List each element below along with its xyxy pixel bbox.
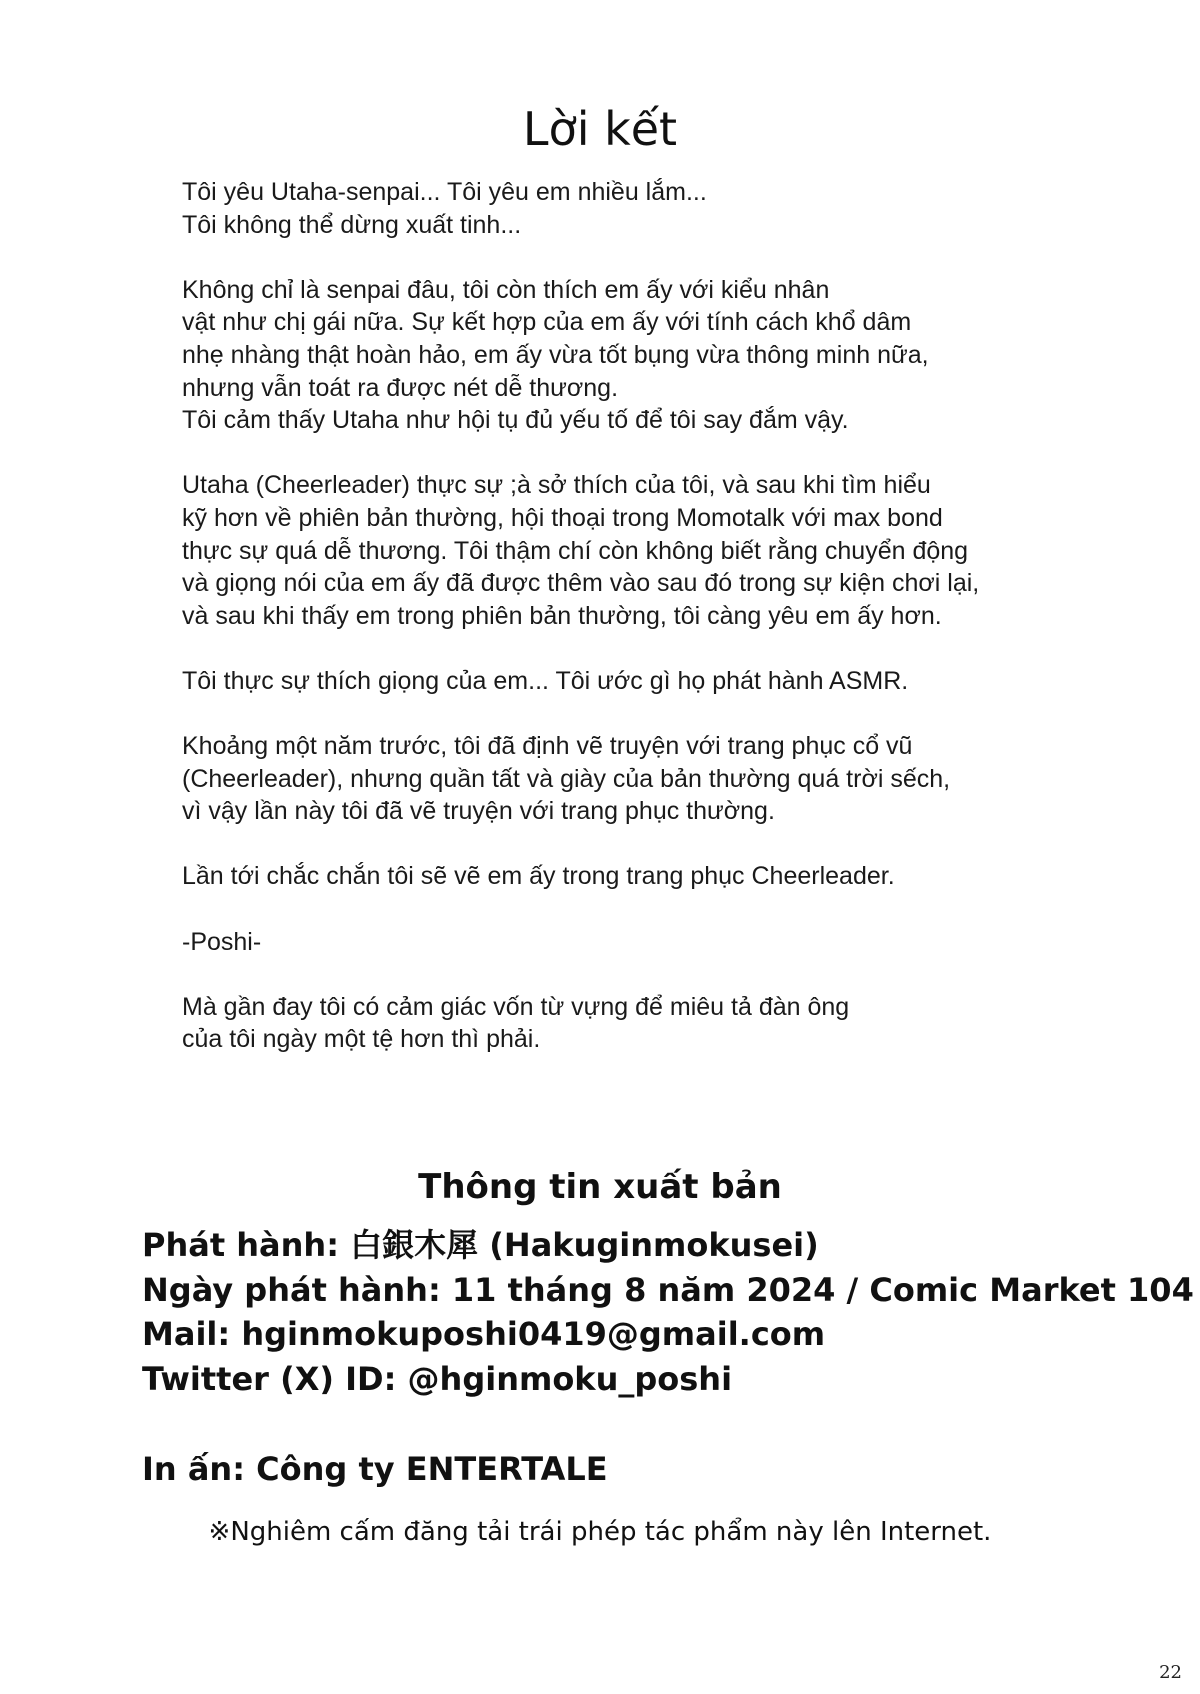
mail-line: Mail: hginmokuposhi0419@gmail.com xyxy=(142,1315,826,1353)
publisher-line: Phát hành: 白銀木犀 (Hakuginmokusei) xyxy=(142,1226,819,1264)
paragraph-gap xyxy=(182,241,1102,274)
afterword-line: Utaha (Cheerleader) thực sự ;à sở thích của tôi, và sau khi tìm hiểu xyxy=(182,471,931,500)
afterword-line: Lần tới chắc chắn tôi sẽ vẽ em ấy trong trang phục Cheerleader. xyxy=(182,862,895,891)
afterword-line: vật như chị gái nữa. Sự kết hợp của em ấy với tính cách khổ dâm xyxy=(182,308,912,337)
publication-info xyxy=(142,1223,1194,1401)
afterword-line: kỹ hơn về phiên bản thường, hội thoại trong Momotalk với max bond xyxy=(182,503,943,532)
afterword-line: thực sự quá dễ thương. Tôi thậm chí còn không biết rằng chuyển động xyxy=(182,536,969,565)
paragraph-gap xyxy=(182,828,1102,861)
afterword-line: vì vậy lần này tôi đã vẽ truyện với trang phục thường. xyxy=(182,797,775,826)
afterword-line: Tôi không thể dừng xuất tinh... xyxy=(182,210,522,239)
afterword-body xyxy=(182,176,1102,1056)
twitter-line: Twitter (X) ID: @hginmoku_poshi xyxy=(142,1359,733,1398)
paragraph-gap xyxy=(182,893,1102,926)
afterword-line: Tôi yêu Utaha-senpai... Tôi yêu em nhiều lắm... xyxy=(182,178,707,206)
afterword-title: Lời kết xyxy=(522,101,678,156)
copyright-notice: ※Nghiêm cấm đăng tải trái phép tác phẩm này lên Internet. xyxy=(208,1517,992,1547)
afterword-line: -Poshi- xyxy=(182,927,262,956)
afterword-line: Tôi thực sự thích giọng của em... Tôi ước gì họ phát hành ASMR. xyxy=(182,666,909,695)
afterword-line: Mà gần đay tôi có cảm giác vốn từ vựng để miêu tả đàn ông xyxy=(182,992,850,1021)
release-date-line: Ngày phát hành: 11 tháng 8 năm 2024 / Comic Market 104 xyxy=(142,1270,1194,1309)
afterword-line: và sau khi thấy em trong phiên bản thường, tôi càng yêu em ấy hơn. xyxy=(182,601,942,630)
afterword-line: và giọng nói của em ấy đã được thêm vào sau đó trong sự kiện chơi lại, xyxy=(182,569,980,598)
afterword-line: Khoảng một năm trước, tôi đã định vẽ truyện với trang phục cổ vũ xyxy=(182,732,913,761)
publication-heading: Thông tin xuất bản xyxy=(418,1167,782,1208)
afterword-line: (Cheerleader), nhưng quần tất và giày của bản thường quá trời sếch, xyxy=(182,764,951,793)
printer-line: In ấn: Công ty ENTERTALE xyxy=(142,1450,608,1488)
paragraph-gap xyxy=(182,437,1102,470)
paragraph-gap xyxy=(182,958,1102,991)
paragraph-gap xyxy=(182,632,1102,665)
afterword-line: nhẹ nhàng thật hoàn hảo, em ấy vừa tốt bụng vừa thông minh nữa, xyxy=(182,340,929,369)
paragraph-gap xyxy=(182,698,1102,731)
page-number: 22 xyxy=(1159,1662,1182,1683)
afterword-line: nhưng vẫn toát ra được nét dễ thương. xyxy=(182,373,619,402)
afterword-line: của tôi ngày một tệ hơn thì phải. xyxy=(182,1025,541,1054)
afterword-line: Tôi cảm thấy Utaha như hội tụ đủ yếu tố để tôi say đắm vậy. xyxy=(182,406,849,435)
afterword-line: Không chỉ là senpai đâu, tôi còn thích em ấy với kiểu nhân xyxy=(182,275,830,304)
